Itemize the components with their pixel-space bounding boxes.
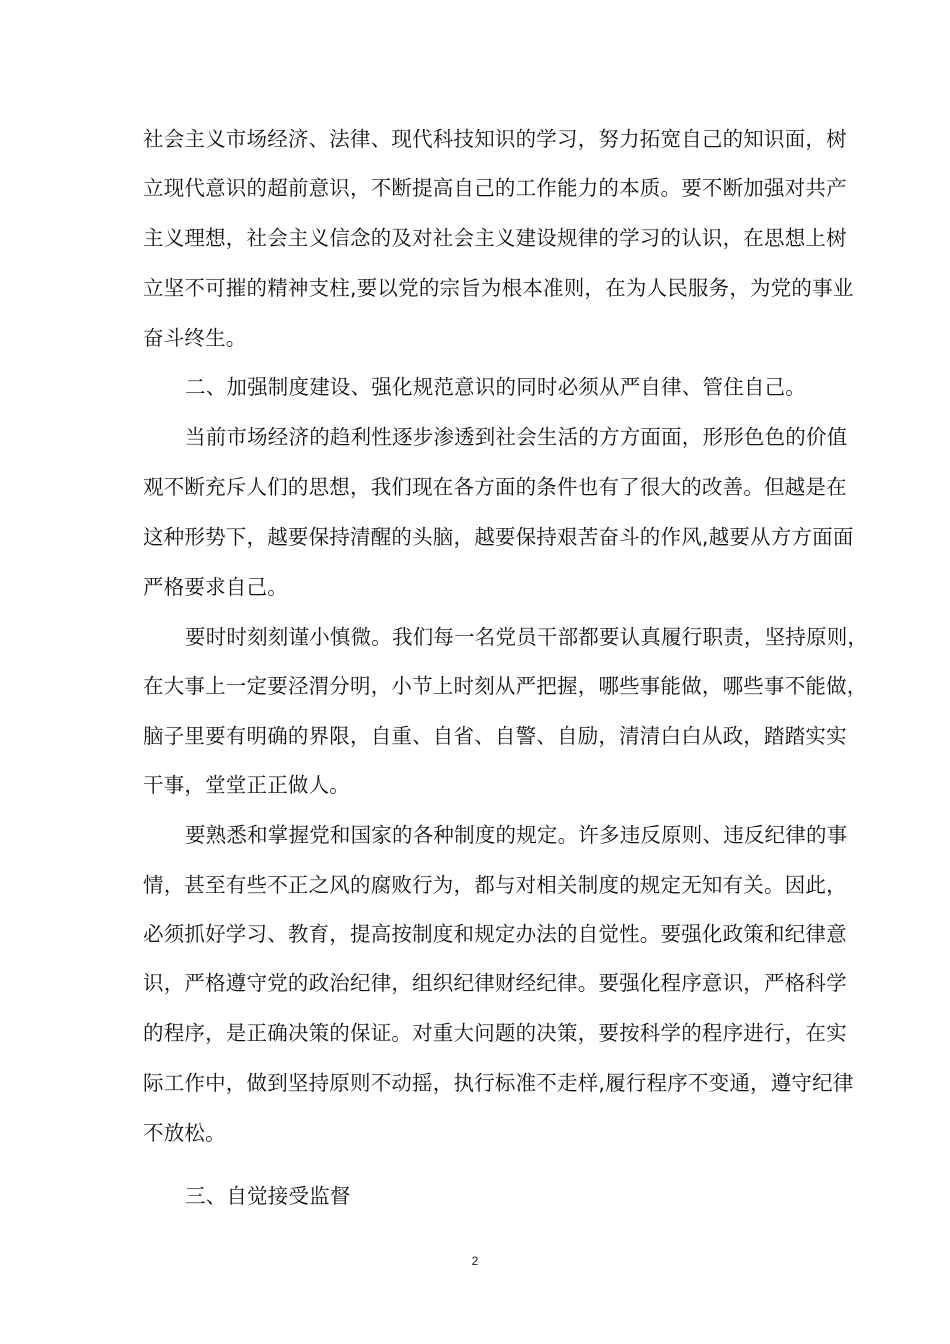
text-line: 情，甚至有些不正之风的腐败行为，都与对相关制度的规定无知有关。因此， (143, 873, 847, 897)
text-line: 识，严格遵守党的政治纪律，组织纪律财经纪律。要强化程序意识，严格科学 (143, 971, 847, 995)
text-line: 的程序，是正确决策的保证。对重大问题的决策，要按科学的程序进行，在实 (143, 1021, 847, 1045)
text-line: 严格要求自己。 (143, 575, 288, 599)
section-heading: 二、加强制度建设、强化规范意识的同时必须从严自律、管住自己。 (185, 375, 806, 399)
text-line: 脑子里要有明确的界限，自重、自省、自警、自励，清清白白从政，踏踏实实 (143, 724, 847, 748)
text-line: 立现代意识的超前意识，不断提高自己的工作能力的本质。要不断加强对共产 (143, 176, 847, 200)
text-line: 干事，堂堂正正做人。 (143, 773, 350, 797)
text-line: 际工作中，做到坚持原则不动摇，执行标准不走样,履行程序不变通，遵守纪律 (143, 1071, 854, 1095)
text-line: 不放松。 (143, 1121, 226, 1145)
text-line: 奋斗终生。 (143, 326, 247, 350)
text-line: 这种形势下，越要保持清醒的头脑，越要保持艰苦奋斗的作风,越要从方方面面 (143, 525, 854, 549)
page-number: 2 (471, 1254, 479, 1268)
text-line: 社会主义市场经济、法律、现代科技知识的学习，努力拓宽自己的知识面，树 (143, 127, 847, 151)
text-line: 观不断充斥人们的思想，我们现在各方面的条件也有了很大的改善。但越是在 (143, 475, 847, 499)
text-line: 要熟悉和掌握党和国家的各种制度的规定。许多违反原则、违反纪律的事 (185, 823, 848, 847)
text-line: 立坚不可摧的精神支柱,要以党的宗旨为根本准则，在为人民服务，为党的事业 (143, 276, 854, 300)
text-line: 在大事上一定要泾渭分明，小节上时刻从严把握，哪些事能做，哪些事不能做， (143, 674, 868, 698)
section-heading: 三、自觉接受监督 (185, 1184, 351, 1208)
text-line: 当前市场经济的趋利性逐步渗透到社会生活的方方面面，形形色色的价值 (185, 425, 848, 449)
text-line: 要时时刻刻谨小慎微。我们每一名党员干部都要认真履行职责，坚持原则， (185, 625, 869, 649)
text-line: 主义理想，社会主义信念的及对社会主义建设规律的学习的认识，在思想上树 (143, 226, 847, 250)
text-line: 必须抓好学习、教育，提高按制度和规定办法的自觉性。要强化政策和纪律意 (143, 922, 847, 946)
